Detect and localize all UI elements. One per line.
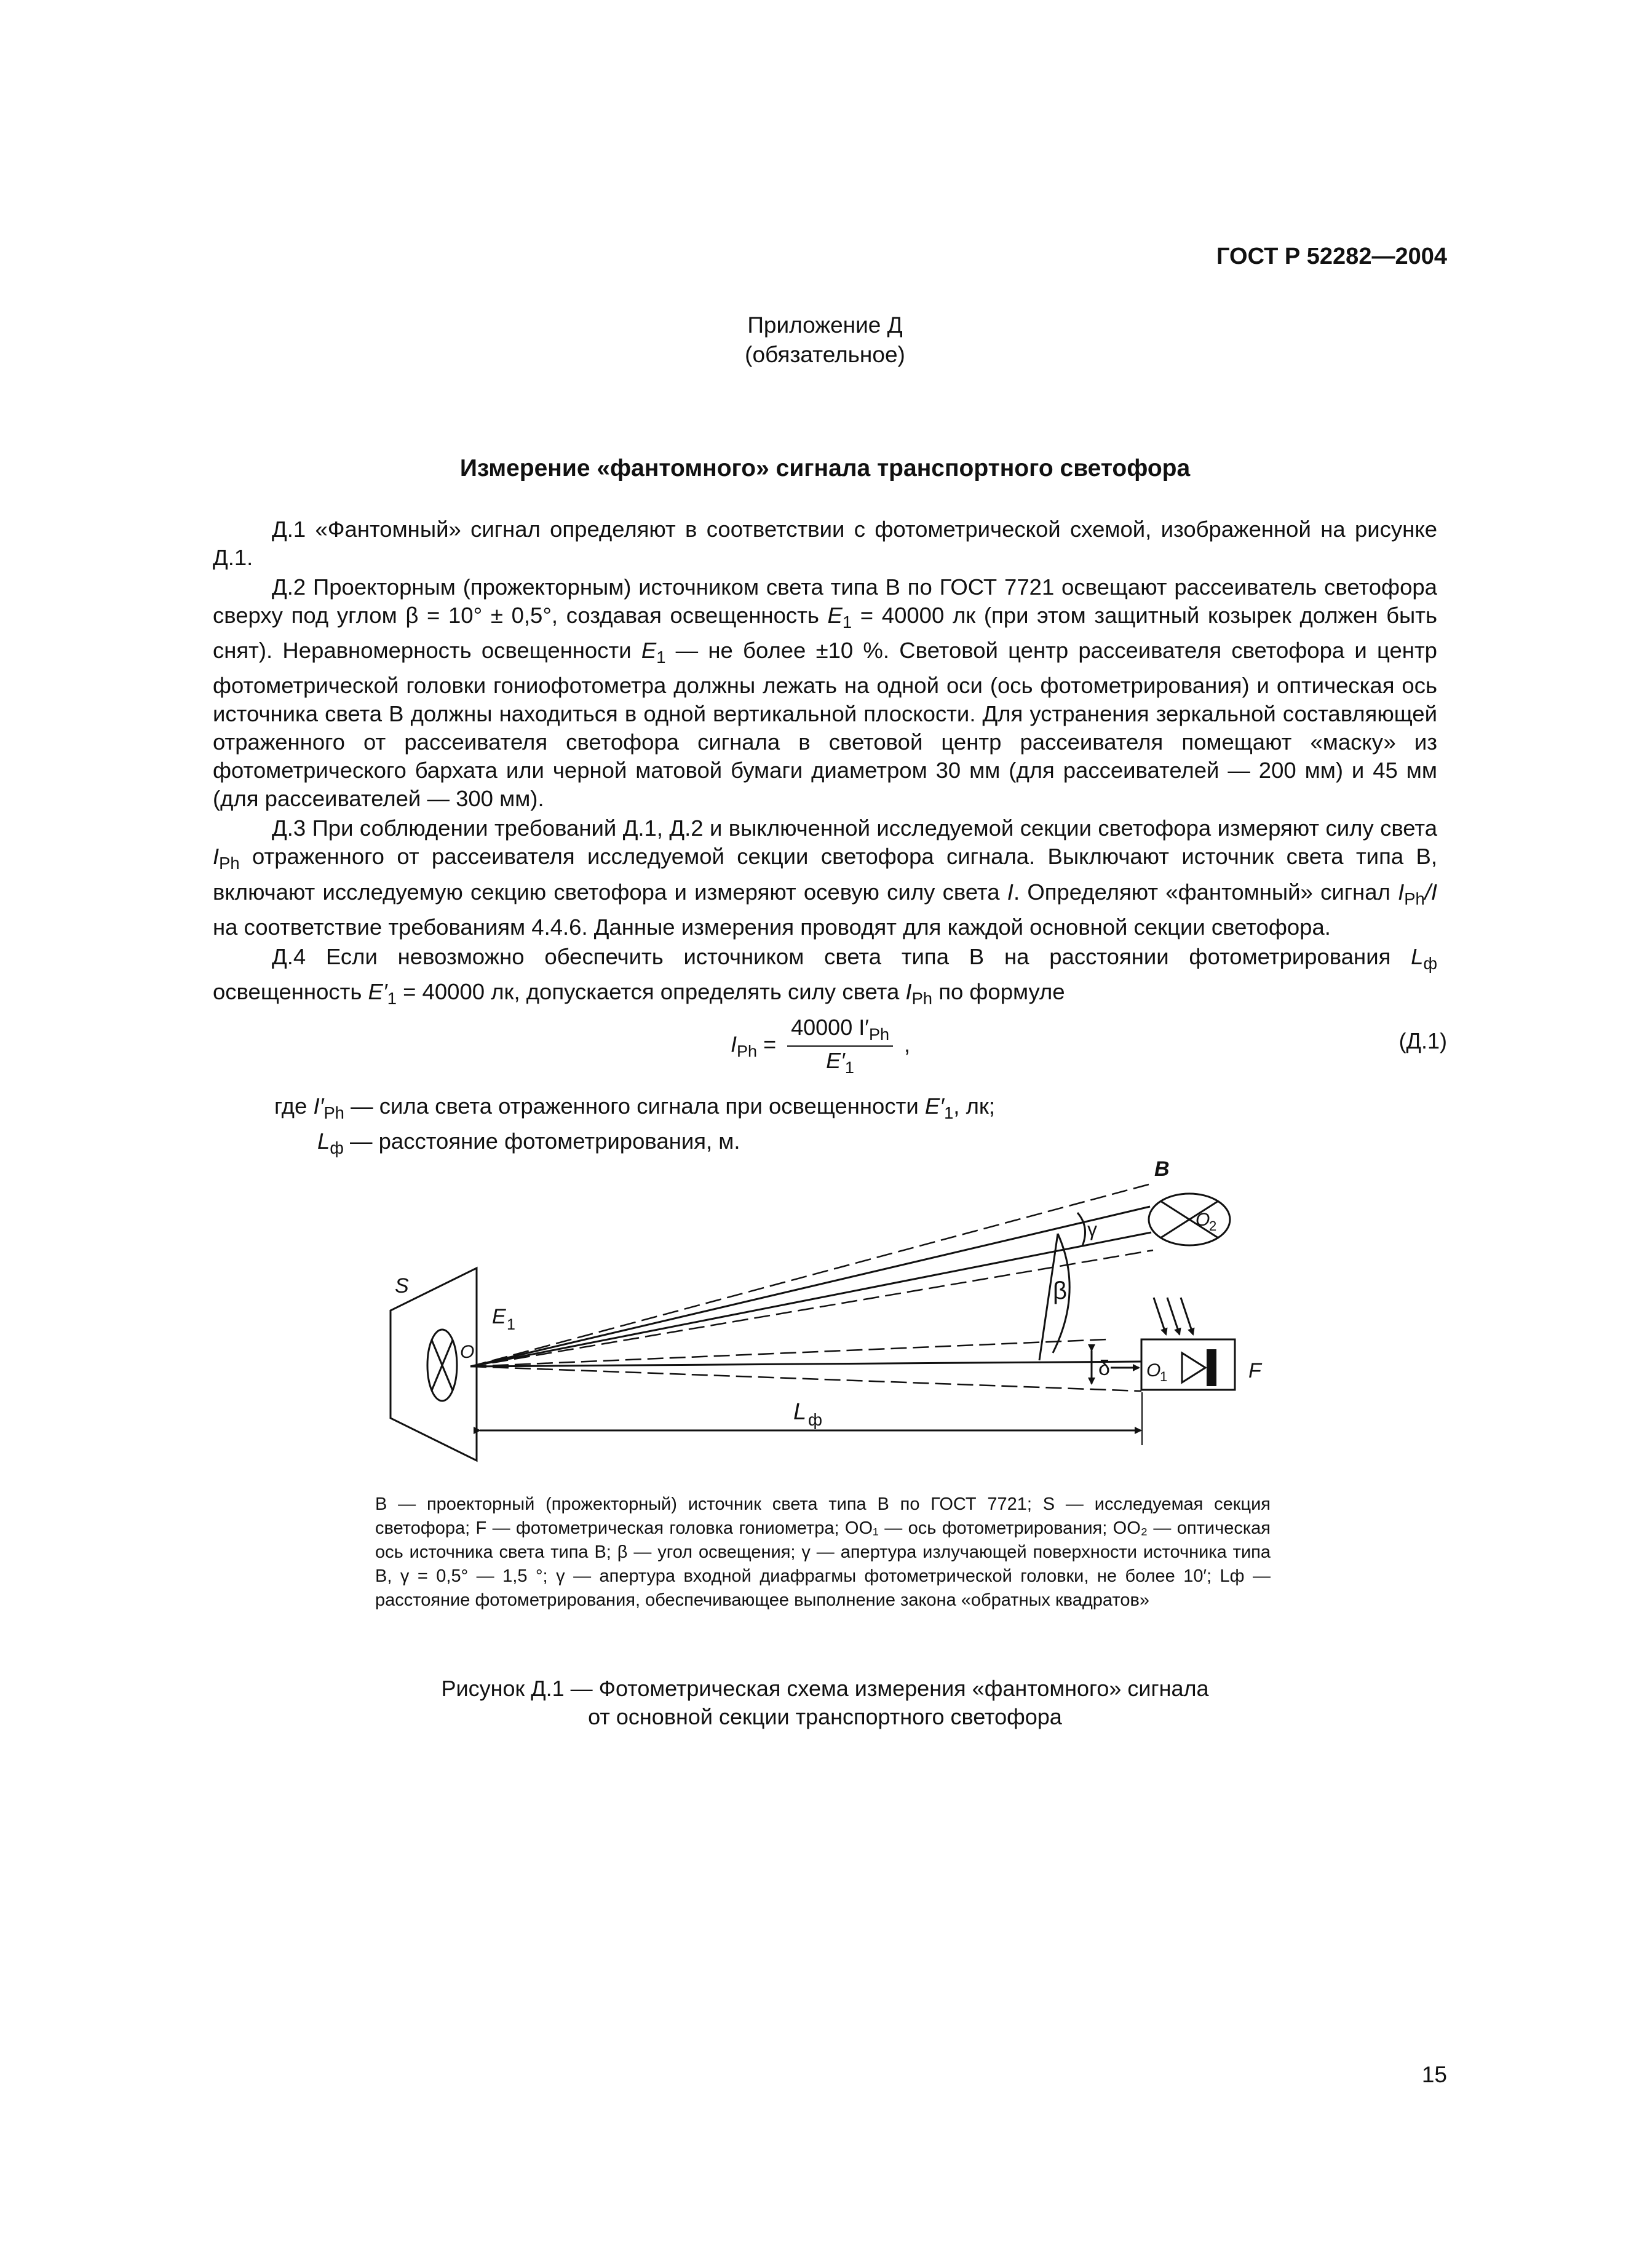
label-o2: O: [1196, 1210, 1210, 1230]
paragraph-d3: Д.3 При соблюдении требований Д.1, Д.2 и выключенной исследуемой секции светофора измеряют силу света $I_{Ph}$ отраженного от рассеивателя исследуемой секции светофора сигнала. Выключают источник света типа В, включают исследуемую секцию светофора и измеряют осевую силу света I. Определяют «фантомный» сигнал $I_{Ph}/I$ на соответствие требованиям 4.4.6. Данные измерения проводят для каждой основной секции светофора.: [213, 815, 1437, 940]
legend-line-1: где $I'_{Ph}$ — сила света отраженного сигнала при освещенности $E'_1$, лк;: [274, 1093, 995, 1123]
page-number: 15: [1421, 2062, 1447, 2087]
svg-text:ф: ф: [808, 1410, 823, 1429]
paragraph-d1: Д.1 «Фантомный» сигнал определяют в соответствии с фотометрической схемой, изображенной на рисунке Д.1.: [213, 517, 1437, 570]
svg-text:1: 1: [1160, 1369, 1168, 1384]
section-title: Измерение «фантомного» сигнала транспортного светофора: [459, 455, 1191, 482]
label-o: O: [460, 1342, 475, 1362]
paragraph-d2: Д.2 Проекторным (прожекторным) источником света типа В по ГОСТ 7721 освещают рассеиватель светофора сверху под углом β = 10° ± 0,5°, создавая освещенность $E_1 = 40000$ лк (при этом защитный козырек должен быть снят). Неравномерность освещенности $E_1$ — не более ±10 %. Световой центр рассеивателя светофора и центр фотометрической головки гониофотометра должны лежать на одной оси (ось фотометрирования) и оптическая ось источника света В должны находиться в одной вертикальной плоскости. Для устранения зеркальной составляющей отраженного от рассеивателя светофора сигнала в световой центр рассеивателя помещают «маску» из фотометрического бархата или черной матовой бумаги диаметром 30 мм (для рассеивателей — 200 мм) и 45 мм (для рассеивателей — 300 мм).: [213, 574, 1437, 812]
label-s: S: [395, 1274, 409, 1298]
label-b: B: [1154, 1157, 1170, 1181]
figure-legend: B — проекторный (прожекторный) источник света типа В по ГОСТ 7721; S — исследуемая секция светофора; F — фотометрическая головка гониометра; OO₁ — ось фотометрирования; OO₂ — оптическая ось источника света типа В; β — угол освещения; γ — апертура излучающей поверхности источника типа В, γ = 0,5° — 1,5 °; γ — апертура входной диафрагмы фотометрической головки, не более 10′; Lф — расстояние фотометрирования, обеспечивающее выполнение закона «обратных квадратов»: [375, 1494, 1271, 1610]
figure-title: Рисунок Д.1 — Фотометрическая схема измерения «фантомного» сигнала от основной секции транспортного светофора: [441, 1676, 1209, 1729]
formula-fraction: $\frac{40000 I'_{Ph}}{E'_1}$: [787, 1015, 893, 1077]
appendix-label: Приложение Д: [747, 312, 903, 338]
formula-number: (Д.1): [1398, 1028, 1447, 1053]
label-o1: O: [1146, 1360, 1161, 1381]
legend-line-2: $L_ф$ — расстояние фотометрирования, м.: [317, 1128, 740, 1158]
label-gamma: γ: [1087, 1218, 1097, 1240]
paragraph-d4: Д.4 Если невозможно обеспечить источником света типа В на расстоянии фотометрирования $L_ф$ освещенность $E'_1 = 40000$ лк, допускается определять силу света $I_{Ph}$ по формуле: [213, 943, 1437, 1009]
label-e1: E: [492, 1305, 506, 1328]
svg-text:1: 1: [507, 1316, 515, 1333]
appendix-status: (обязательное): [745, 342, 905, 367]
svg-text:2: 2: [1209, 1218, 1217, 1234]
photodiode-icon: [1182, 1353, 1205, 1382]
body-text: [213, 515, 1437, 1013]
label-f: F: [1248, 1359, 1261, 1382]
label-l: L: [793, 1399, 807, 1425]
label-beta: β: [1053, 1277, 1068, 1304]
document-header: ГОСТ Р 52282—2004: [1216, 244, 1447, 269]
photometric-scheme-diagram: [0, 1144, 1650, 1476]
formula-d1: $I_{Ph}$ = $\frac{40000 I'_{Ph}}{E'_1}$ ,: [731, 1015, 911, 1077]
label-delta: δ: [1098, 1357, 1110, 1380]
